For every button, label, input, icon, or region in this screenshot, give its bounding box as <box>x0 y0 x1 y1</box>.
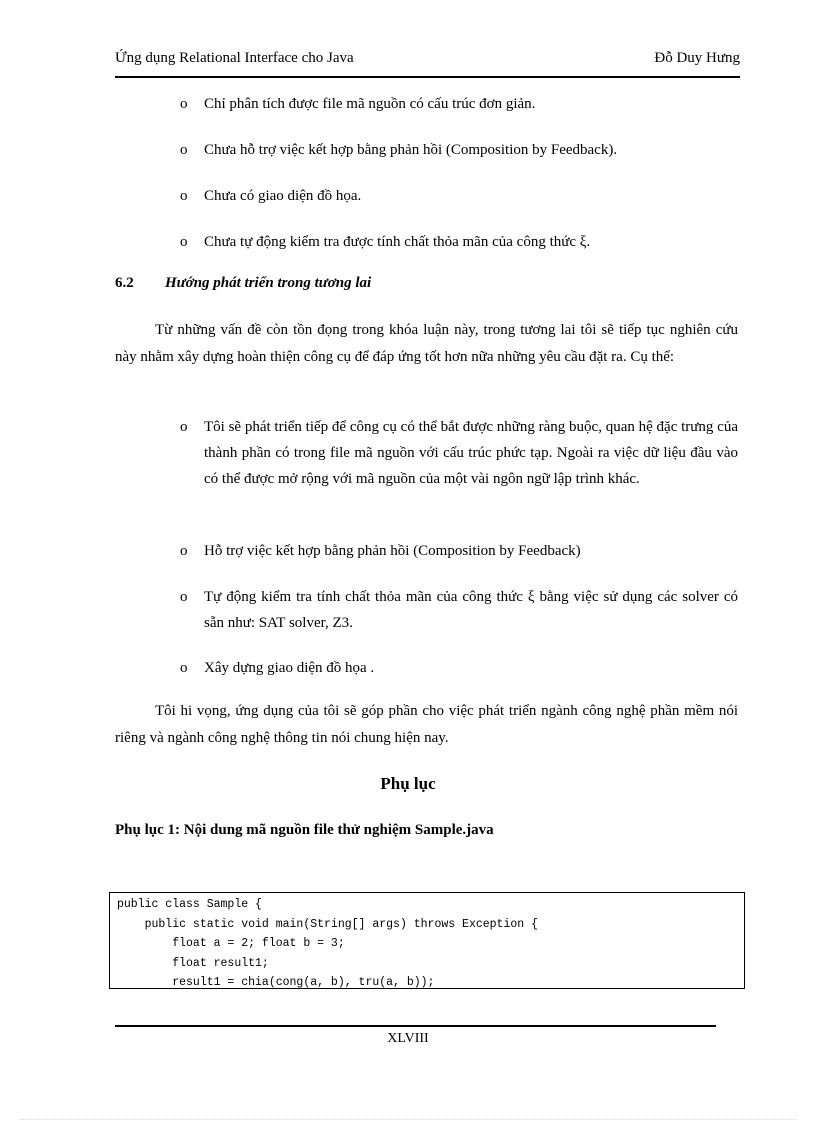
intro-paragraph: Từ những vấn đề còn tồn đọng trong khóa luận này, trong tương lai tôi sẽ tiếp tục nghiên cứu này nhằm xây dựng hoàn thiện công cụ để đáp ứng tốt hơn nữa những yêu cầu đặt ra. Cụ thể: <box>115 322 738 365</box>
footer-divider <box>115 1025 716 1027</box>
closing-paragraph: Tôi hi vọng, ứng dụng của tôi sẽ góp phần cho việc phát triển ngành công nghệ phần mềm nói riêng và ngành công nghệ thông tin nói chung hiện nay. <box>115 703 738 746</box>
list-item: Chưa có giao diện đồ họa. <box>204 188 362 204</box>
section-heading <box>115 275 371 292</box>
bullet-icon: o <box>180 188 188 204</box>
bullet-icon: o <box>180 419 188 435</box>
bullet-icon: o <box>180 543 188 559</box>
bullet-icon: o <box>180 589 188 605</box>
header-author: Đỗ Duy Hưng <box>654 50 740 66</box>
code-line: public class Sample { <box>117 898 262 911</box>
bullet-icon: o <box>180 142 188 158</box>
list-item: Hỗ trợ việc kết hợp bằng phản hồi (Composition by Feedback) <box>204 543 581 559</box>
list-item: Tôi sẽ phát triển tiếp để công cụ có thể bắt được những ràng buộc, quan hệ đặc trưng của thành phần có trong file mã nguồn với cấu trúc phức tạp. Ngoài ra việc dữ liệu đầu vào có thể được mở rộng với mã nguồn của một vài ngôn ngữ lập trình khác. <box>204 419 738 487</box>
appendix-subtitle: Phụ lục 1: Nội dung mã nguồn file thử nghiệm Sample.java <box>115 822 494 838</box>
list-item: Chưa hỗ trợ việc kết hợp bằng phản hồi (Composition by Feedback). <box>204 142 618 158</box>
list-item: Chỉ phân tích được file mã nguồn có cấu trúc đơn giản. <box>204 96 536 112</box>
bullet-icon: o <box>180 234 188 250</box>
section-title: Hướng phát triển trong tương lai <box>165 275 372 291</box>
page-number: XLVIII <box>387 1031 429 1046</box>
list-item: Xây dựng giao diện đồ họa . <box>204 660 375 676</box>
page-edge-divider <box>20 1119 796 1120</box>
bullet-icon: o <box>180 660 188 676</box>
list-item: Tự động kiểm tra tính chất thỏa mãn của công thức ξ bằng việc sử dụng các solver có sẵn như: SAT solver, Z3. <box>204 589 738 631</box>
appendix-title: Phụ lục <box>380 774 436 793</box>
code-block <box>109 892 745 989</box>
code-line: public static void main(String[] args) throws Exception { <box>117 917 538 931</box>
list-item: Chưa tự động kiểm tra được tính chất thỏa mãn của công thức ξ. <box>204 234 591 250</box>
page-header <box>115 48 740 78</box>
bullet-icon: o <box>180 96 188 112</box>
header-title: Ứng dụng Relational Interface cho Java <box>115 50 354 66</box>
code-line: result1 = chia(cong(a, b), tru(a, b)); <box>117 976 435 989</box>
code-line: float a = 2; float b = 3; <box>117 937 345 950</box>
section-number: 6.2 <box>115 275 134 291</box>
code-line: float result1; <box>117 956 269 970</box>
